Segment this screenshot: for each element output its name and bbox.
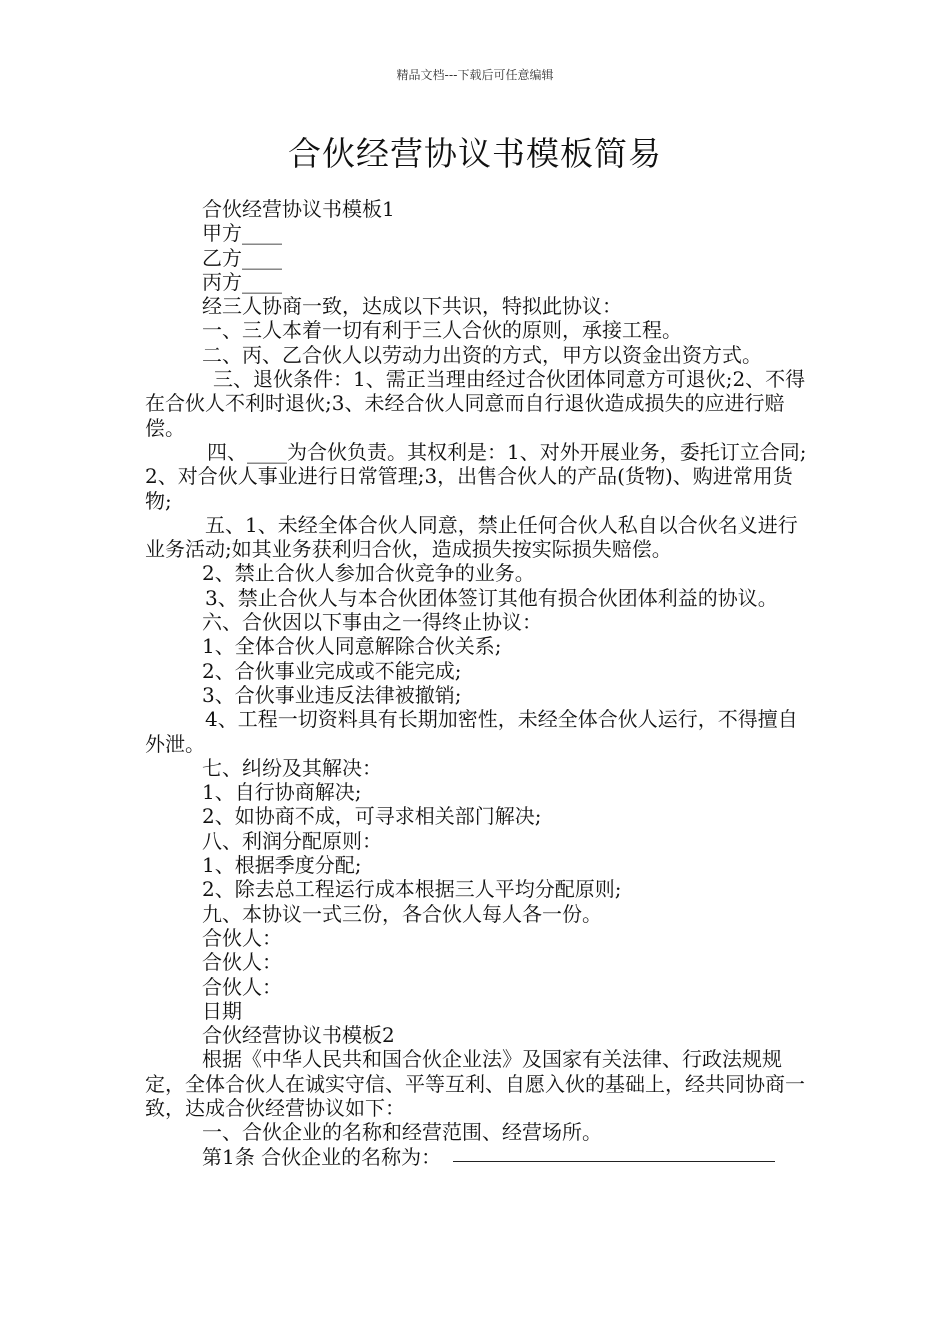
paragraph-party-b: 乙方____ — [202, 245, 282, 270]
paragraph-clause-7: 七、纠纷及其解决： — [202, 755, 382, 780]
paragraph-clause-8: 八、利润分配原则： — [202, 828, 382, 853]
paragraph-clause-6-3: 3、合伙事业违反法律被撤销; — [202, 682, 462, 707]
paragraph-signature-partner-3: 合伙人： — [202, 974, 282, 999]
paragraph-clause-4: 四、____为合伙负责。其权利是：1、对外开展业务，委托订立合同;2、对合伙人事业进行日常管理;3，出售合伙人的产品(货物)、购进常用货物; — [145, 439, 807, 513]
paragraph-clause-8-2: 2、除去总工程运行成本根据三人平均分配原则; — [202, 877, 622, 902]
paragraph-signature-partner-2: 合伙人： — [202, 950, 282, 975]
paragraph-clause-1: 一、三人本着一切有利于三人合伙的原则，承接工程。 — [202, 318, 682, 343]
paragraph-clause-7-1: 1、自行协商解决; — [202, 780, 362, 805]
article-1-fill-line — [453, 1160, 775, 1162]
paragraph-clause-5-3: 3、禁止合伙人与本合伙团体签订其他有损合伙团体利益的协议。 — [205, 585, 778, 610]
paragraph-clause-6-1: 1、全体合伙人同意解除合伙关系; — [202, 634, 502, 659]
paragraph-clause-8-1: 1、根据季度分配; — [202, 853, 362, 878]
paragraph-article-1 — [145, 1145, 809, 1169]
document-title: 合伙经营协议书模板简易 — [288, 134, 662, 173]
paragraph-clause-5-2: 2、禁止合伙人参加合伙竞争的业务。 — [202, 561, 535, 586]
paragraph-party-c: 丙方____ — [202, 269, 282, 294]
paragraph-clause-5: 五、1、未经全体合伙人同意，禁止任何合伙人私自以合伙名义进行业务活动;如其业务获利归合伙，造成损失按实际损失赔偿。 — [145, 512, 798, 562]
paragraph-clause-9: 九、本协议一式三份，各合伙人每人各一份。 — [202, 901, 602, 926]
paragraph-signature-partner-1: 合伙人： — [202, 925, 282, 950]
paragraph-clause-6-2: 2、合伙事业完成或不能完成; — [202, 658, 462, 683]
paragraph-party-a: 甲方____ — [202, 221, 282, 246]
paragraph-clause-2: 二、丙、乙合伙人以劳动力出资的方式，甲方以资金出资方式。 — [202, 342, 762, 367]
page-header-note: 精品文档---下载后可任意编辑 — [396, 68, 554, 82]
paragraph-consensus: 经三人协商一致，达成以下共识，特拟此协议： — [202, 294, 622, 319]
paragraph-template-2-section-1: 一、合伙企业的名称和经营范围、经营场所。 — [202, 1120, 602, 1145]
article-1-text: 第1条 合伙企业的名称为： — [202, 1144, 442, 1169]
document-body — [145, 197, 809, 1169]
paragraph-clause-6-4: 4、工程一切资料具有长期加密性，未经全体合伙人运行，不得擅自外泄。 — [145, 707, 798, 756]
paragraph-date: 日期 — [202, 998, 242, 1023]
paragraph-clause-7-2: 2、如协商不成，可寻求相关部门解决; — [202, 804, 542, 829]
paragraph-template-2-intro: 根据《中华人民共和国合伙企业法》及国家有关法律、行政法规规定，全体合伙人在诚实守信、平等互利、自愿入伙的基础上，经共同协商一致，达成合伙经营协议如下： — [145, 1047, 805, 1120]
paragraph-template-2-heading: 合伙经营协议书模板2 — [202, 1023, 395, 1048]
paragraph-clause-3: 三、退伙条件：1、需正当理由经过合伙团体同意方可退伙;2、不得在合伙人不利时退伙;3、未经合伙人同意而自行退伙造成损失的应进行赔偿。 — [145, 367, 806, 440]
paragraph-clause-6: 六、合伙因以下事由之一得终止协议： — [202, 610, 542, 635]
paragraph-template-1-heading: 合伙经营协议书模板1 — [202, 197, 395, 221]
